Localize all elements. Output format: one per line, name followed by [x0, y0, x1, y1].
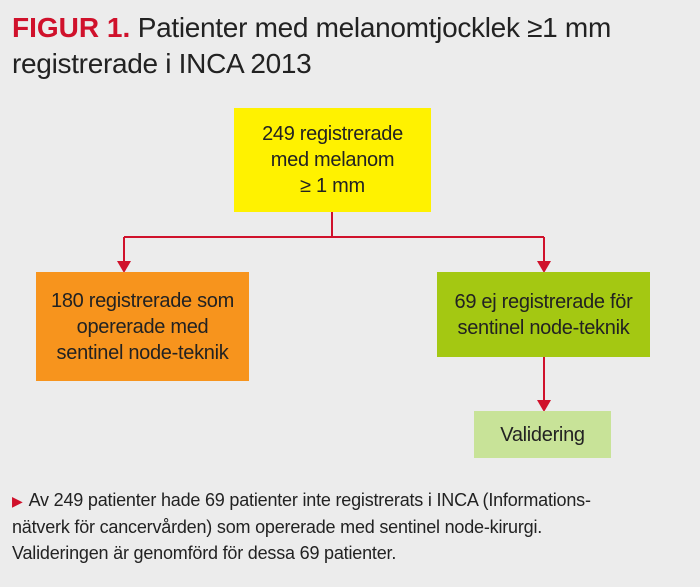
box-registered-total: [234, 108, 431, 212]
box-registered-total-text: 249 registrerade med melanom ≥ 1 mm: [262, 123, 403, 197]
triangle-right-icon: ▶: [12, 493, 23, 509]
box-not-registered: [437, 272, 650, 357]
figure-label: FIGUR 1.: [12, 12, 131, 43]
footnote: [12, 487, 692, 566]
box-sentinel-operated-text: 180 registrerade som opererade med sentinel node-teknik: [51, 289, 234, 364]
figure-title-line1: Patienter med melanomtjocklek ≥1 mm: [137, 12, 611, 43]
box-sentinel-operated: [36, 272, 249, 381]
footnote-text: Av 249 patienter hade 69 patienter inte registrerats i INCA (Informations- nätverk för cancervården) som opererade med sentinel node-kirurgi. Valideringen är genomförd för dessa 69 patienter.: [12, 490, 591, 563]
box-validation: [474, 411, 611, 458]
figure-title-line2: registrerade i INCA 2013: [12, 48, 312, 79]
box-not-registered-text: 69 ej registrerade för sentinel node-teknik: [454, 290, 633, 339]
box-validation-text: Validering: [500, 423, 585, 446]
